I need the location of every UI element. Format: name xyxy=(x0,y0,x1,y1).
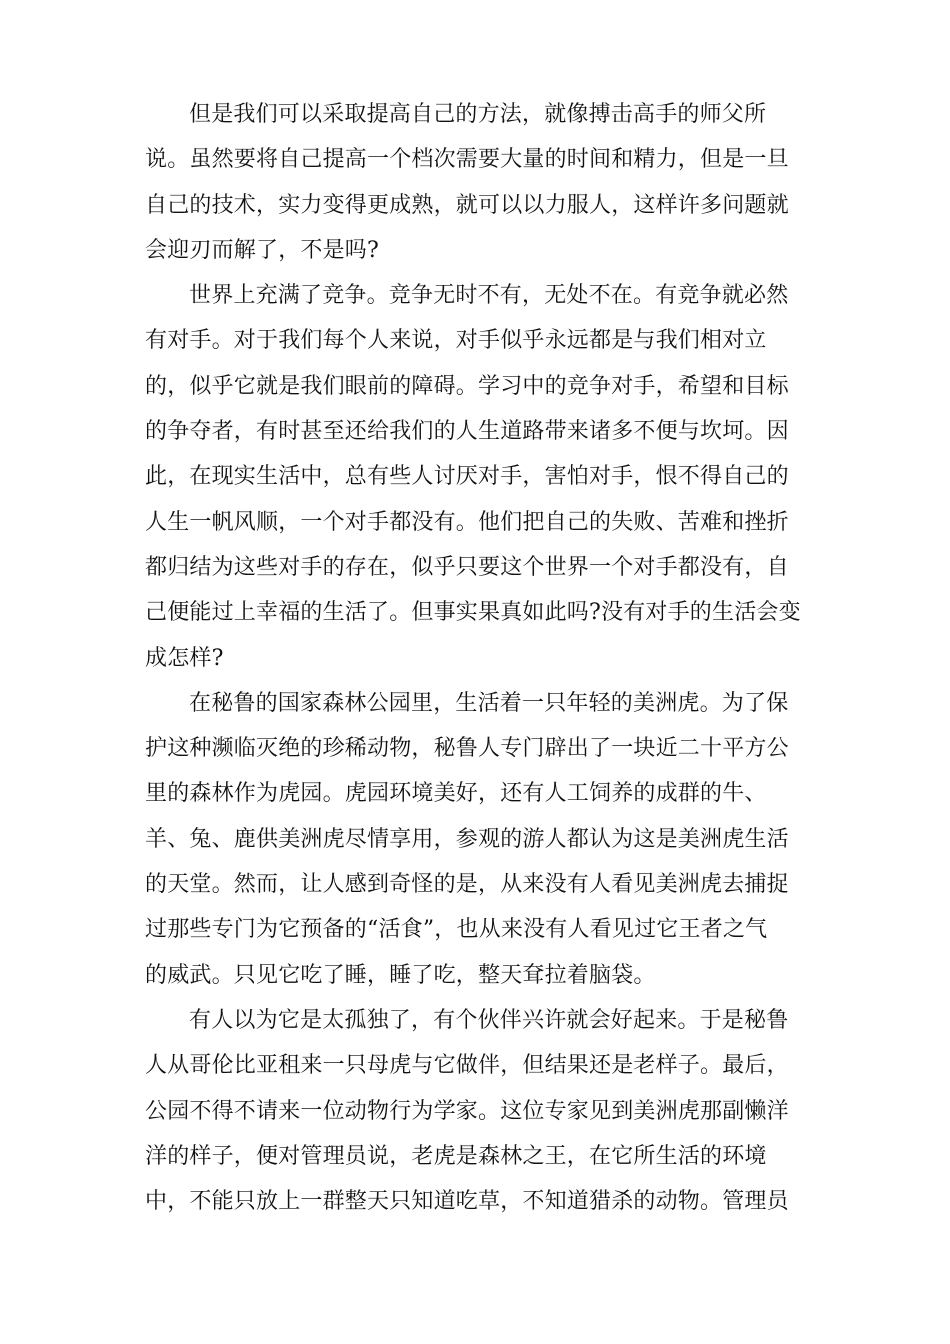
paragraph-line: 自己的技术，实力变得更成熟，就可以以力服人，这样许多问题就 xyxy=(145,192,789,218)
paragraph-line: 的，似乎它就是我们眼前的障碍。学习中的竞争对手，希望和目标 xyxy=(145,373,789,399)
paragraph-line: 里的森林作为虎园。虎园环境美好，还有人工饲养的成群的牛、 xyxy=(145,781,767,807)
paragraph-line: 有对手。对于我们每个人来说，对手似乎永远都是与我们相对立 xyxy=(145,328,767,354)
paragraph-line: 都归结为这些对手的存在，似乎只要这个世界一个对手都没有，自 xyxy=(145,554,789,580)
paragraph-line: 世界上充满了竞争。竞争无时不有，无处不在。有竞争就必然 xyxy=(189,283,789,309)
paragraph-line: 会迎刃而解了，不是吗? xyxy=(145,237,379,263)
paragraph-line: 的威武。只见它吃了睡，睡了吃，整天耷拉着脑袋。 xyxy=(145,962,656,988)
paragraph-line: 有人以为它是太孤独了，有个伙伴兴许就会好起来。于是秘鲁 xyxy=(189,1007,789,1033)
paragraph-line: 人从哥伦比亚租来一只母虎与它做伴，但结果还是老样子。最后， xyxy=(145,1053,789,1079)
paragraph-line: 在秘鲁的国家森林公园里，生活着一只年轻的美洲虎。为了保 xyxy=(189,690,789,716)
paragraph-line: 己便能过上幸福的生活了。但事实果真如此吗?没有对手的生活会变 xyxy=(145,600,801,626)
paragraph-line: 成怎样? xyxy=(145,645,224,671)
paragraph-line: 此，在现实生活中，总有些人讨厌对手，害怕对手，恨不得自己的 xyxy=(145,464,789,490)
paragraph-line: 护这种濒临灭绝的珍稀动物，秘鲁人专门辟出了一块近二十平方公 xyxy=(145,736,789,762)
paragraph-line: 但是我们可以采取提高自己的方法，就像搏击高手的师父所 xyxy=(189,102,767,127)
paragraph-line: 的天堂。然而，让人感到奇怪的是，从来没有人看见美洲虎去捕捉 xyxy=(145,872,789,898)
paragraph-line: 公园不得不请来一位动物行为学家。这位专家见到美洲虎那副懒洋 xyxy=(145,1098,789,1124)
paragraph-line: 羊、兔、鹿供美洲虎尽情享用，参观的游人都认为这是美洲虎生活 xyxy=(145,826,789,852)
paragraph-line: 过那些专门为它预备的“活食”，也从来没有人看见过它王者之气 xyxy=(145,917,768,943)
paragraph-line: 中，不能只放上一群整天只知道吃草，不知道猎杀的动物。管理员 xyxy=(145,1189,789,1215)
body-text xyxy=(145,92,810,1224)
paragraph-line: 的争夺者，有时甚至还给我们的人生道路带来诸多不便与坎坷。因 xyxy=(145,419,789,445)
paragraph-line: 人生一帆风顺，一个对手都没有。他们把自己的失败、苦难和挫折 xyxy=(145,509,789,535)
paragraph-line: 洋的样子，便对管理员说，老虎是森林之王，在它所生活的环境 xyxy=(145,1143,767,1169)
paragraph-line: 说。虽然要将自己提高一个档次需要大量的时间和精力，但是一旦 xyxy=(145,147,789,173)
